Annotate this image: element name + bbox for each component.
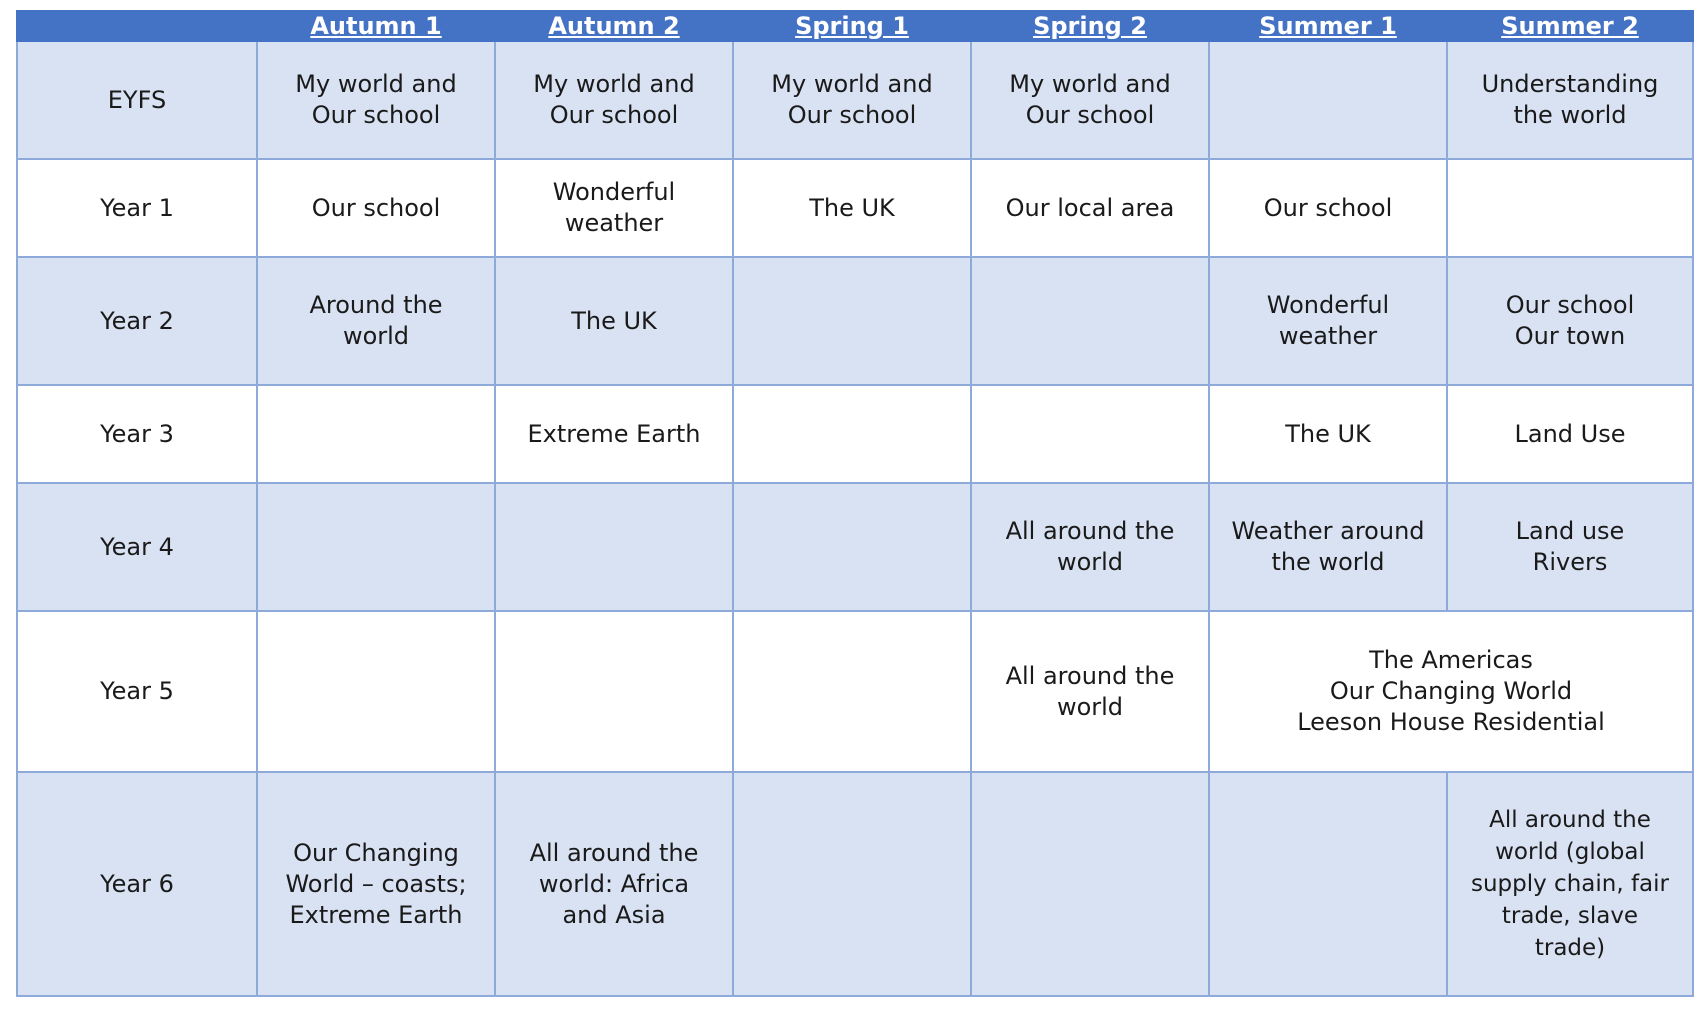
cell-year-5-summer-1-2: The Americas Our Changing World Leeson House Residential: [1209, 611, 1693, 772]
cell-year-6-summer-1: [1209, 772, 1447, 996]
cell-year-2-autumn-2: The UK: [495, 257, 733, 385]
cell-year-1-autumn-1: Our school: [257, 159, 495, 257]
row-label-year-2: Year 2: [17, 257, 257, 385]
cell-year-5-autumn-2: [495, 611, 733, 772]
cell-year-4-summer-2: Land use Rivers: [1447, 483, 1693, 611]
header-corner: [17, 11, 257, 41]
cell-year-2-summer-2: Our school Our town: [1447, 257, 1693, 385]
cell-year-3-summer-2: Land Use: [1447, 385, 1693, 483]
cell-year-1-autumn-2: Wonderful weather: [495, 159, 733, 257]
table-row-year-6: [17, 772, 1693, 996]
cell-year-6-spring-2: [971, 772, 1209, 996]
cell-eyfs-autumn-2: My world and Our school: [495, 41, 733, 159]
cell-eyfs-autumn-1: My world and Our school: [257, 41, 495, 159]
cell-year-5-spring-1: [733, 611, 971, 772]
cell-year-3-summer-1: The UK: [1209, 385, 1447, 483]
table-row-year-1: [17, 159, 1693, 257]
cell-year-1-summer-2: [1447, 159, 1693, 257]
cell-year-6-autumn-2: All around the world: Africa and Asia: [495, 772, 733, 996]
row-label-year-4: Year 4: [17, 483, 257, 611]
row-label-year-3: Year 3: [17, 385, 257, 483]
cell-year-4-autumn-2: [495, 483, 733, 611]
cell-year-2-autumn-1: Around the world: [257, 257, 495, 385]
row-label-year-6: Year 6: [17, 772, 257, 996]
cell-year-4-spring-2: All around the world: [971, 483, 1209, 611]
cell-year-4-spring-1: [733, 483, 971, 611]
cell-eyfs-summer-1: [1209, 41, 1447, 159]
header-spring-1: Spring 1: [733, 11, 971, 41]
cell-year-1-spring-2: Our local area: [971, 159, 1209, 257]
cell-year-5-spring-2: All around the world: [971, 611, 1209, 772]
cell-year-2-summer-1: Wonderful weather: [1209, 257, 1447, 385]
cell-year-2-spring-2: [971, 257, 1209, 385]
header-autumn-2: Autumn 2: [495, 11, 733, 41]
curriculum-table-container: [16, 10, 1692, 997]
geography-curriculum-table: [16, 10, 1694, 997]
cell-year-6-summer-2: All around the world (global supply chain, fair trade, slave trade): [1447, 772, 1693, 996]
header-summer-2: Summer 2: [1447, 11, 1693, 41]
header-spring-2: Spring 2: [971, 11, 1209, 41]
cell-year-4-autumn-1: [257, 483, 495, 611]
row-label-year-1: Year 1: [17, 159, 257, 257]
cell-eyfs-spring-2: My world and Our school: [971, 41, 1209, 159]
table-row-year-4: [17, 483, 1693, 611]
cell-year-5-autumn-1: [257, 611, 495, 772]
cell-year-4-summer-1: Weather around the world: [1209, 483, 1447, 611]
header-summer-1: Summer 1: [1209, 11, 1447, 41]
cell-eyfs-spring-1: My world and Our school: [733, 41, 971, 159]
header-row: [17, 11, 1693, 41]
cell-year-1-spring-1: The UK: [733, 159, 971, 257]
cell-eyfs-summer-2: Understanding the world: [1447, 41, 1693, 159]
cell-year-3-spring-2: [971, 385, 1209, 483]
cell-year-1-summer-1: Our school: [1209, 159, 1447, 257]
cell-year-6-autumn-1: Our Changing World – coasts; Extreme Earth: [257, 772, 495, 996]
row-label-eyfs: EYFS: [17, 41, 257, 159]
cell-year-3-autumn-2: Extreme Earth: [495, 385, 733, 483]
table-row-eyfs: [17, 41, 1693, 159]
row-label-year-5: Year 5: [17, 611, 257, 772]
cell-year-6-spring-1: [733, 772, 971, 996]
table-row-year-2: [17, 257, 1693, 385]
header-autumn-1: Autumn 1: [257, 11, 495, 41]
table-row-year-5: [17, 611, 1693, 772]
cell-year-2-spring-1: [733, 257, 971, 385]
table-row-year-3: [17, 385, 1693, 483]
cell-year-3-autumn-1: [257, 385, 495, 483]
cell-year-3-spring-1: [733, 385, 971, 483]
